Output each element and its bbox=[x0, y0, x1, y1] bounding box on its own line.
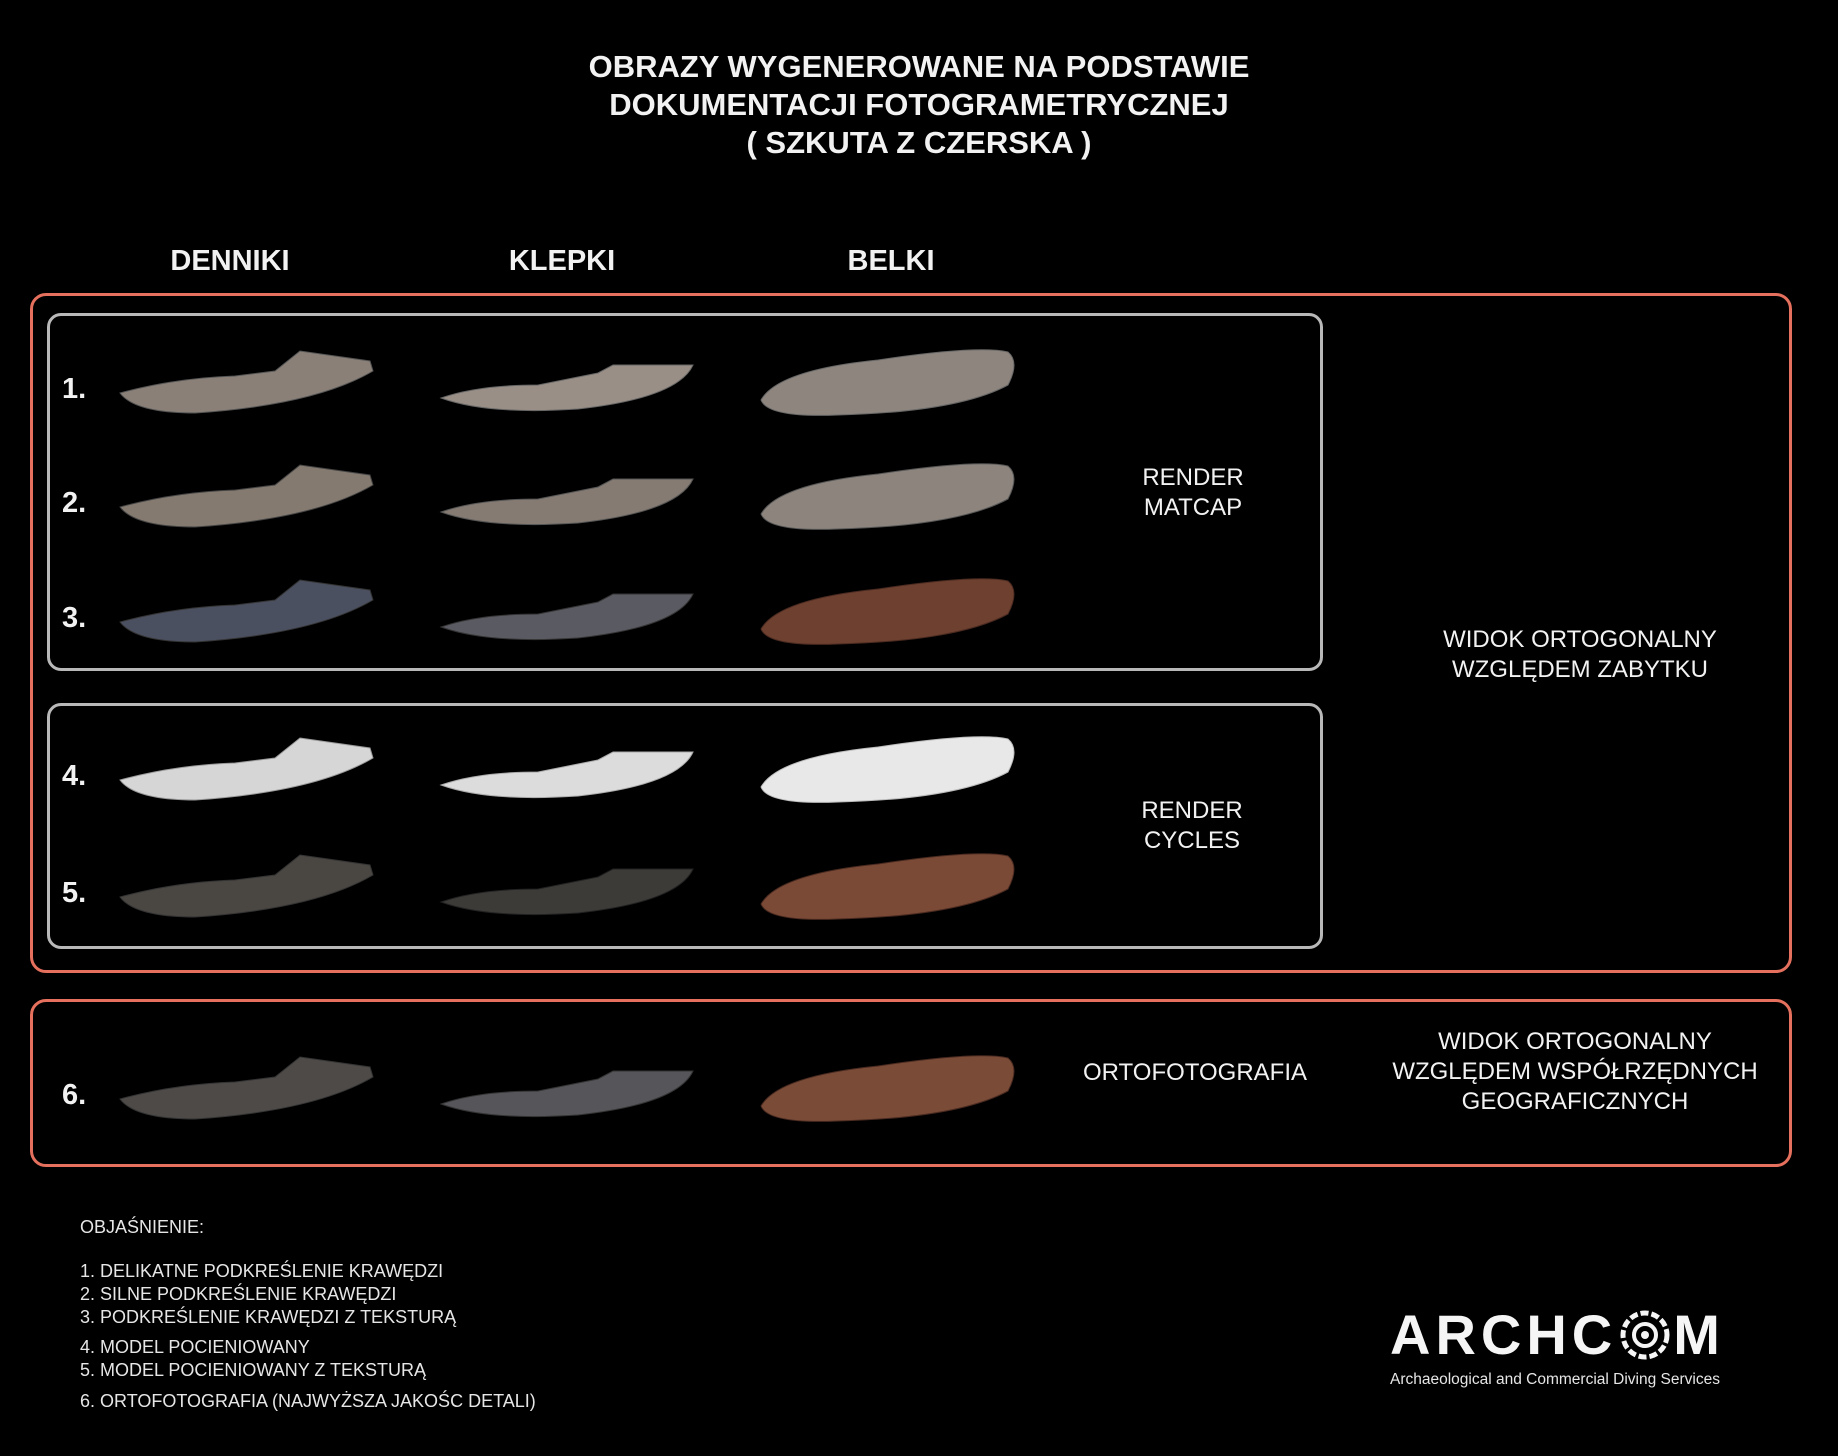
thumb-belki-5 bbox=[758, 844, 1018, 934]
orthogonal-geo-line-3: GEOGRAFICZNYCH bbox=[1461, 1088, 1689, 1115]
logo-word-left: ARCHC bbox=[1390, 1303, 1618, 1366]
column-header-klepki: KLEPKI bbox=[508, 245, 616, 277]
render-cycles-label bbox=[1092, 796, 1292, 856]
thumb-belki-2 bbox=[758, 454, 1018, 544]
logo-word-right: M bbox=[1673, 1303, 1725, 1366]
thumb-belki-6 bbox=[758, 1046, 1018, 1136]
legend-item-2: 2. SILNE PODKREŚLENIE KRAWĘDZI bbox=[80, 1284, 397, 1304]
logo-wordmark bbox=[1390, 1305, 1740, 1365]
page-title bbox=[0, 48, 1838, 162]
orthogonal-geo-line-2: WZGLĘDEM WSPÓŁRZĘDNYCH bbox=[1392, 1058, 1758, 1085]
legend-item-4: 4. MODEL POCIENIOWANY bbox=[80, 1337, 310, 1357]
row-number-2: 2. bbox=[62, 487, 87, 519]
thumb-denniki-3 bbox=[115, 572, 375, 652]
render-matcap-line-1: RENDER bbox=[1142, 464, 1244, 491]
thumb-belki-1 bbox=[758, 340, 1018, 430]
thumb-denniki-6 bbox=[115, 1049, 375, 1129]
title-line-3: ( SZKUTA Z CZERSKA ) bbox=[746, 125, 1092, 160]
thumb-klepki-6 bbox=[438, 1049, 698, 1129]
logo-subtitle: Archaeological and Commercial Diving Services bbox=[1390, 1371, 1720, 1388]
thumb-klepki-1 bbox=[438, 343, 698, 423]
thumb-belki-4 bbox=[758, 727, 1018, 817]
legend-item-3: 3. PODKREŚLENIE KRAWĘDZI Z TEKSTURĄ bbox=[80, 1307, 457, 1327]
title-line-2: DOKUMENTACJI FOTOGRAMETRYCZNEJ bbox=[609, 87, 1229, 122]
legend-item-6: 6. ORTOFOTOGRAFIA (NAJWYŻSZA JAKOŚC DETALI) bbox=[80, 1391, 536, 1411]
diving-helmet-icon bbox=[1619, 1309, 1671, 1361]
row-number-5: 5. bbox=[62, 877, 87, 909]
thumb-denniki-4 bbox=[115, 730, 375, 810]
orthogonal-geo-line-1: WIDOK ORTOGONALNY bbox=[1438, 1028, 1712, 1055]
orthogonal-geo-label bbox=[1365, 1027, 1785, 1117]
thumb-klepki-4 bbox=[438, 730, 698, 810]
column-header-denniki: DENNIKI bbox=[170, 245, 290, 277]
archcom-logo bbox=[1390, 1305, 1740, 1389]
title-line-1: OBRAZY WYGENEROWANE NA PODSTAWIE bbox=[588, 49, 1250, 84]
row-number-4: 4. bbox=[62, 760, 87, 792]
thumb-denniki-5 bbox=[115, 847, 375, 927]
legend-item-5: 5. MODEL POCIENIOWANY Z TEKSTURĄ bbox=[80, 1360, 427, 1380]
render-cycles-line-1: RENDER bbox=[1141, 797, 1243, 824]
thumb-denniki-1 bbox=[115, 343, 375, 423]
column-header-belki: BELKI bbox=[847, 245, 935, 277]
row-number-1: 1. bbox=[62, 373, 87, 405]
thumb-belki-3 bbox=[758, 569, 1018, 659]
orthogonal-artifact-label bbox=[1380, 625, 1780, 685]
row-number-3: 3. bbox=[62, 602, 87, 634]
render-matcap-line-2: MATCAP bbox=[1143, 494, 1243, 521]
thumb-klepki-3 bbox=[438, 572, 698, 652]
orthogonal-artifact-line-2: WZGLĘDEM ZABYTKU bbox=[1451, 656, 1709, 683]
render-cycles-line-2: CYCLES bbox=[1143, 827, 1241, 854]
row-number-6: 6. bbox=[62, 1079, 87, 1111]
legend-heading: OBJAŚNIENIE: bbox=[80, 1217, 205, 1237]
render-matcap-label bbox=[1093, 463, 1293, 523]
thumb-klepki-5 bbox=[438, 847, 698, 927]
ortofotografia-label: ORTOFOTOGRAFIA bbox=[1082, 1059, 1308, 1086]
orthogonal-artifact-line-1: WIDOK ORTOGONALNY bbox=[1443, 626, 1717, 653]
thumb-klepki-2 bbox=[438, 457, 698, 537]
legend-item-1: 1. DELIKATNE PODKREŚLENIE KRAWĘDZI bbox=[80, 1261, 444, 1281]
thumb-denniki-2 bbox=[115, 457, 375, 537]
